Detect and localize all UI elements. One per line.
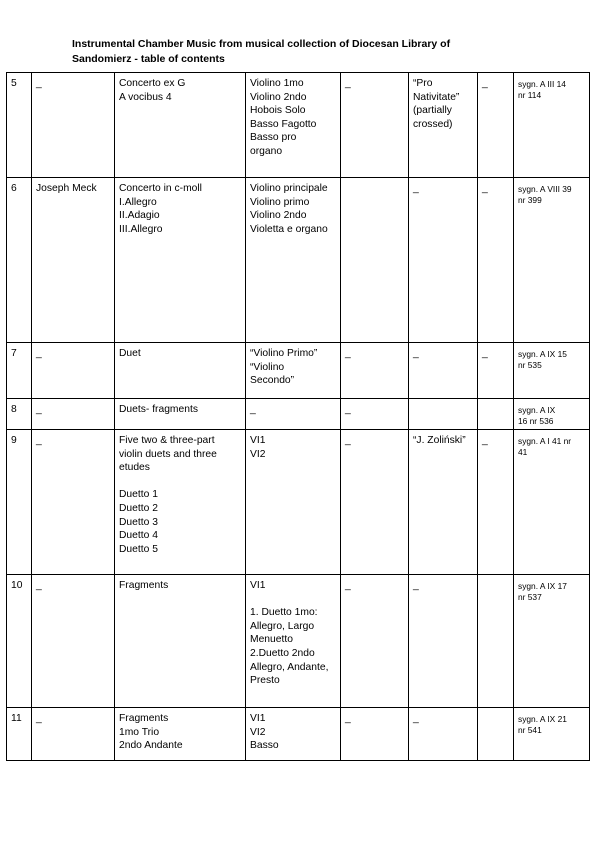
column-5-cell	[341, 708, 409, 761]
title-line: Duetto 3	[119, 516, 158, 528]
parts-line: Violino 2ndo	[250, 91, 307, 103]
signature-cell	[514, 178, 590, 343]
column-5-text: _	[345, 580, 351, 591]
signature-line: nr 535	[518, 359, 542, 370]
signature-line: sygn. A I 41 nr	[518, 436, 572, 446]
parts-line: VI1	[250, 580, 266, 591]
column-7-cell	[478, 399, 514, 430]
signature-cell	[514, 399, 590, 430]
parts-line: organo	[250, 145, 283, 157]
title-line: I.Allegro	[119, 196, 157, 208]
column-5-cell	[341, 343, 409, 399]
parts-line: VI1	[250, 713, 266, 724]
title-line: violin duets and three	[119, 448, 217, 460]
column-7-text: _	[482, 435, 488, 446]
parts-line: Allegro, Largo	[250, 620, 315, 632]
parts-cell	[246, 343, 341, 399]
title-line: Duet	[119, 348, 141, 359]
table-row	[7, 343, 590, 399]
title-cell	[115, 343, 246, 399]
table-row	[7, 399, 590, 430]
note-line: _	[413, 348, 419, 359]
signature-line: sygn. A III 14	[518, 79, 566, 89]
column-5-cell	[341, 178, 409, 343]
title-line: Duetto 5	[119, 543, 158, 555]
title-cell	[115, 708, 246, 761]
title-line: Concerto in c-moll	[119, 183, 202, 194]
title-line	[119, 475, 241, 489]
composer-text: _	[36, 348, 42, 359]
signature-cell	[514, 575, 590, 708]
composer-text: _	[36, 404, 42, 415]
composer-cell	[32, 430, 115, 575]
parts-cell	[246, 399, 341, 430]
note-line: (partially	[413, 105, 452, 117]
note-line: crossed)	[413, 118, 453, 130]
composer-cell	[32, 73, 115, 178]
column-5-text: _	[345, 404, 351, 415]
title-cell	[115, 399, 246, 430]
parts-line: Allegro, Andante,	[250, 661, 329, 673]
composer-cell	[32, 575, 115, 708]
column-7-text: _	[482, 78, 488, 89]
table-row	[7, 73, 590, 178]
contents-table	[6, 72, 590, 761]
row-number-cell	[7, 430, 32, 575]
title-line: Fragments	[119, 580, 169, 591]
row-number-cell	[7, 343, 32, 399]
parts-line: 1. Duetto 1mo:	[250, 607, 318, 619]
row-number-text: 8	[11, 404, 17, 415]
column-5-text: _	[345, 78, 351, 89]
parts-line: Violetta e organo	[250, 223, 328, 235]
column-5-text: _	[345, 348, 351, 359]
column-7-cell	[478, 343, 514, 399]
signature-line: nr 114	[518, 89, 542, 100]
parts-line: 2.Duetto 2ndo	[250, 647, 315, 659]
title-cell	[115, 430, 246, 575]
page-title	[72, 37, 512, 67]
row-number-text: 9	[11, 435, 17, 446]
composer-cell	[32, 343, 115, 399]
title-line: Duets- fragments	[119, 404, 198, 415]
column-5-cell	[341, 73, 409, 178]
title-cell	[115, 178, 246, 343]
title-line: Duetto 1	[119, 489, 158, 501]
signature-line: nr 537	[518, 591, 542, 602]
parts-line: “Violino Primo”	[250, 348, 318, 359]
parts-line: Hobois Solo	[250, 105, 306, 117]
signature-line: 41	[518, 446, 528, 457]
parts-line: Violino principale	[250, 183, 328, 194]
parts-cell	[246, 575, 341, 708]
parts-cell	[246, 708, 341, 761]
parts-line: VI2	[250, 448, 266, 460]
title-line: 2ndo Andante	[119, 740, 183, 752]
title-line: II.Adagio	[119, 210, 160, 222]
title-line: 1mo Trio	[119, 726, 160, 738]
title-line-2: Sandomierz - table of contents	[72, 53, 225, 65]
parts-cell	[246, 430, 341, 575]
title-line: Duetto 2	[119, 502, 158, 514]
signature-cell	[514, 430, 590, 575]
note-cell	[409, 575, 478, 708]
parts-line: Basso pro	[250, 132, 297, 144]
title-line: A vocibus 4	[119, 91, 172, 103]
parts-line: Violino 2ndo	[250, 210, 307, 222]
parts-line: Violino 1mo	[250, 78, 304, 89]
column-7-cell	[478, 575, 514, 708]
signature-cell	[514, 343, 590, 399]
parts-cell	[246, 73, 341, 178]
title-line: III.Allegro	[119, 223, 163, 235]
column-7-cell	[478, 178, 514, 343]
note-line: “Pro	[413, 78, 433, 89]
parts-line: Basso	[250, 740, 279, 752]
parts-line: Menuetto	[250, 634, 293, 646]
composer-text: _	[36, 713, 42, 724]
signature-line: sygn. A IX 21	[518, 714, 567, 724]
row-number-text: 6	[11, 183, 17, 194]
signature-cell	[514, 73, 590, 178]
note-line: Nativitate”	[413, 91, 460, 103]
note-cell	[409, 430, 478, 575]
title-line: Duetto 4	[119, 530, 158, 542]
column-5-cell	[341, 575, 409, 708]
composer-text: _	[36, 78, 42, 89]
parts-line: Violino primo	[250, 196, 310, 208]
column-7-text: _	[482, 348, 488, 359]
parts-line	[250, 593, 336, 607]
note-cell	[409, 343, 478, 399]
column-5-cell	[341, 430, 409, 575]
note-line: _	[413, 713, 419, 724]
note-cell	[409, 73, 478, 178]
title-cell	[115, 73, 246, 178]
signature-line: sygn. A IX 15	[518, 349, 567, 359]
title-line: Concerto ex G	[119, 78, 186, 89]
title-cell	[115, 575, 246, 708]
note-line: “J. Zoliński”	[413, 435, 466, 446]
title-line: Five two & three-part	[119, 435, 215, 446]
title-line: Fragments	[119, 713, 169, 724]
row-number-cell	[7, 178, 32, 343]
signature-line: nr 541	[518, 724, 542, 735]
parts-line: _	[250, 404, 256, 415]
table-row	[7, 708, 590, 761]
table-row	[7, 430, 590, 575]
signature-line: sygn. A VIII 39	[518, 184, 572, 194]
signature-line: nr 399	[518, 194, 542, 205]
note-cell	[409, 399, 478, 430]
parts-line: VI1	[250, 435, 266, 446]
row-number-text: 10	[11, 580, 23, 591]
title-line-1: Instrumental Chamber Music from musical collection of Diocesan Library of	[72, 38, 451, 50]
table-row	[7, 178, 590, 343]
composer-cell	[32, 178, 115, 343]
column-7-text: _	[482, 183, 488, 194]
signature-line: sygn. A IX	[518, 405, 556, 415]
row-number-cell	[7, 575, 32, 708]
title-line: etudes	[119, 462, 150, 474]
row-number-text: 11	[11, 713, 22, 724]
column-7-cell	[478, 708, 514, 761]
signature-cell	[514, 708, 590, 761]
composer-text: Joseph Meck	[36, 183, 97, 194]
parts-line: VI2	[250, 726, 266, 738]
parts-line: Basso Fagotto	[250, 118, 317, 130]
composer-text: _	[36, 435, 42, 446]
column-5-text: _	[345, 435, 351, 446]
note-line: _	[413, 580, 419, 591]
note-cell	[409, 178, 478, 343]
column-7-cell	[478, 430, 514, 575]
composer-cell	[32, 399, 115, 430]
column-5-cell	[341, 399, 409, 430]
row-number-cell	[7, 399, 32, 430]
row-number-cell	[7, 73, 32, 178]
parts-line: Presto	[250, 675, 280, 687]
parts-line: “Violino	[250, 361, 285, 373]
parts-cell	[246, 178, 341, 343]
note-line: _	[413, 183, 419, 194]
column-5-text: _	[345, 713, 351, 724]
column-7-cell	[478, 73, 514, 178]
row-number-text: 5	[11, 78, 17, 89]
signature-line: sygn. A IX 17	[518, 581, 567, 591]
parts-line: Secondo”	[250, 375, 295, 387]
note-cell	[409, 708, 478, 761]
row-number-cell	[7, 708, 32, 761]
composer-text: _	[36, 580, 42, 591]
composer-cell	[32, 708, 115, 761]
row-number-text: 7	[11, 348, 17, 359]
table-row	[7, 575, 590, 708]
signature-line: 16 nr 536	[518, 415, 554, 426]
